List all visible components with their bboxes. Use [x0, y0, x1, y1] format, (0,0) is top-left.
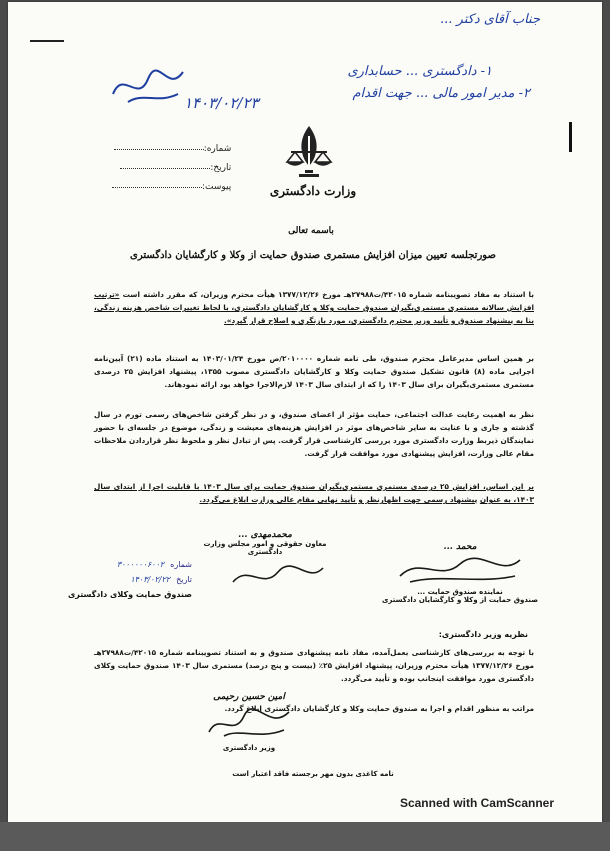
paragraph-4-b: پیشنهاد رسمی جهت اظهارنظر و تأیید نهایی مقام عالی وزارت ابلاغ می‌گردد. — [199, 495, 478, 504]
handwritten-signature-fund — [390, 552, 530, 586]
signature-fund-title-1: نماینده صندوق حمایت ... — [417, 588, 503, 596]
minister-opinion-title: نظریه وزیر دادگستری: — [438, 630, 528, 639]
handwritten-date: ۱۴۰۳/۰۲/۲۳ — [184, 94, 259, 112]
handwritten-signature-minister — [199, 702, 299, 742]
signature-deputy — [190, 530, 340, 556]
signature-deputy-title: معاون حقوقی و امور مجلس وزارت دادگستری — [203, 540, 327, 556]
field-attachment-label: پیوست: — [202, 182, 232, 192]
footer-note: نامه کاغذی بدون مهر برجسته فاقد اعتبار است — [232, 770, 394, 778]
handwritten-signature-deputy — [228, 562, 328, 592]
scan-background — [0, 822, 610, 851]
handwritten-note-1: جناب آقای دکتر ... — [440, 12, 540, 27]
field-date-label: تاریخ: — [210, 163, 232, 173]
handwritten-note-2: ۱- دادگستری ... حسابداری — [347, 64, 492, 79]
paragraph-2: بر همین اساس مدیرعامل محترم صندوق، طی نامه شماره ۲۰۱۰۰۰۰/ص مورخ ۱۴۰۳/۰۱/۲۴ به استناد ماده (۲۱) آیین‌نامه اجرایی ماده (۸) قانون تشکیل صندوق حمایت وکلا و کارگشایان دادگستری مصوب ۱۳۵۵، پیشنهاد افزایش ۲۵ درصدی مستمری مستمری‌بگیران برای سال ۱۴۰۳ را که از ابتدای سال ۱۴۰۳ لازم‌الاجرا خواهد بود ارائه نمودهاند. — [94, 354, 534, 389]
stamp-number-label: شماره — [170, 560, 192, 569]
registration-stamp — [62, 560, 192, 599]
iran-emblem-icon — [283, 122, 335, 180]
stamp-number-value: ۳۰۰۰۰۰۰۶۰۰۲ — [116, 560, 165, 569]
stamp-date-value: ۱۴۰۳/۰۲/۲۲ — [130, 575, 171, 584]
camscanner-watermark: Scanned with CamScanner — [399, 796, 554, 810]
document-page — [8, 2, 602, 822]
signature-minister-title: وزیر دادگستری — [222, 744, 276, 752]
paragraph-6: مراتب به منظور اقدام و اجرا به صندوق حمایت وکلا و کارگشایان دادگستری ابلاغ گردد. — [224, 704, 534, 713]
paragraph-3: نظر به اهمیت رعایت عدالت اجتماعی، حمایت مؤثر از اعضای صندوق، و در نظر گرفتن شاخص‌های رسمی تورم در سال گذشته و جاری و با عنایت به سایر شاخص‌های موثر در افزایش هزینه‌های معیشت و زندگی، موضوع در جلسه‌ای با حضور نمایندگان ذیربط وزارت دادگستری مورد بررسی کارشناسی قرار گرفت. پس از تبادل نظر و ملحوظ نظر قراردادن ملاحظات مقام عالی وزارت، افزایش پیشنهادی مورد موافقت قرار گرفت. — [94, 410, 534, 458]
handwritten-note-3: ۲- مدیر امور مالی ... جهت اقدام — [352, 86, 530, 101]
margin-mark — [569, 122, 572, 152]
ministry-name: وزارت دادگستری — [269, 184, 357, 198]
signature-fund — [370, 542, 550, 604]
field-number-label: شماره: — [203, 144, 232, 154]
signature-deputy-name: محمدمهدی ... — [238, 530, 292, 540]
header-fields — [108, 144, 231, 201]
corner-mark — [30, 40, 64, 42]
paragraph-1-a: با استناد به مفاد تصویبنامه شماره ۴۲۰۱۵/ت۲۷۹۸۸هـ مورخ ۱۳۷۷/۱۲/۲۶ هیأت محترم وزیران، که مقرر داشته است — [122, 290, 535, 299]
document-title: صورتجلسه تعیین میزان افزایش مستمری صندوق حمایت از وکلا و کارگشایان دادگستری — [130, 250, 496, 261]
signature-fund-title-2: صندوق حمایت از وکلا و کارگشایان دادگستری — [381, 596, 538, 604]
paragraph-1-b: «ترتیب افزایش سالانه مستمری مستمری‌بگیران صندوق حمایت وکلا و کارگشایان دادگستری، با لحاظ تغییرات شاخص هزینه زندگی، بنا به پیشنهاد صندوق و تأیید وزیر محترم دادگستری، مورد بازنگری و اصلاح قرار گیرد». — [94, 290, 534, 325]
paragraph-4-a: بر این اساس، افزایش ۲۵ درصدی مستمری مستمری‌بگیران صندوق حمایت برای سال ۱۴۰۳ با قابلیت اجرا از ابتدای سال ۱۴۰۳، به عنوان — [94, 482, 534, 504]
signature-minister — [194, 692, 304, 752]
bismillah: باسمه تعالی — [288, 226, 334, 236]
signature-fund-name: محمد ... — [443, 542, 477, 552]
paragraph-5: با توجه به بررسی‌های کارشناسی بعمل‌آمده، مفاد نامه پیشنهادی صندوق و به استناد تصویبنامه شماره ۴۲۰۱۵/ت۲۷۹۸۸هـ مورخ ۱۳۷۷/۱۲/۲۶ هیأت محترم وزیران، پیشنهاد افزایش ۲۵٪ (بیست و پنج درصد) مستمری سال ۱۴۰۳ صندوق حمایت وکلای دادگستری مورد موافقت اینجانب بوده و تأیید می‌گردد. — [94, 648, 535, 683]
stamp-date-label: تاریخ — [176, 575, 192, 584]
signature-minister-name: امین حسین رحیمی — [213, 692, 285, 702]
paragraph-4 — [94, 480, 534, 506]
paragraph-1 — [94, 288, 534, 327]
handwritten-signature-top — [108, 64, 188, 109]
stamp-organization: صندوق حمایت وکلای دادگستری — [67, 590, 192, 599]
